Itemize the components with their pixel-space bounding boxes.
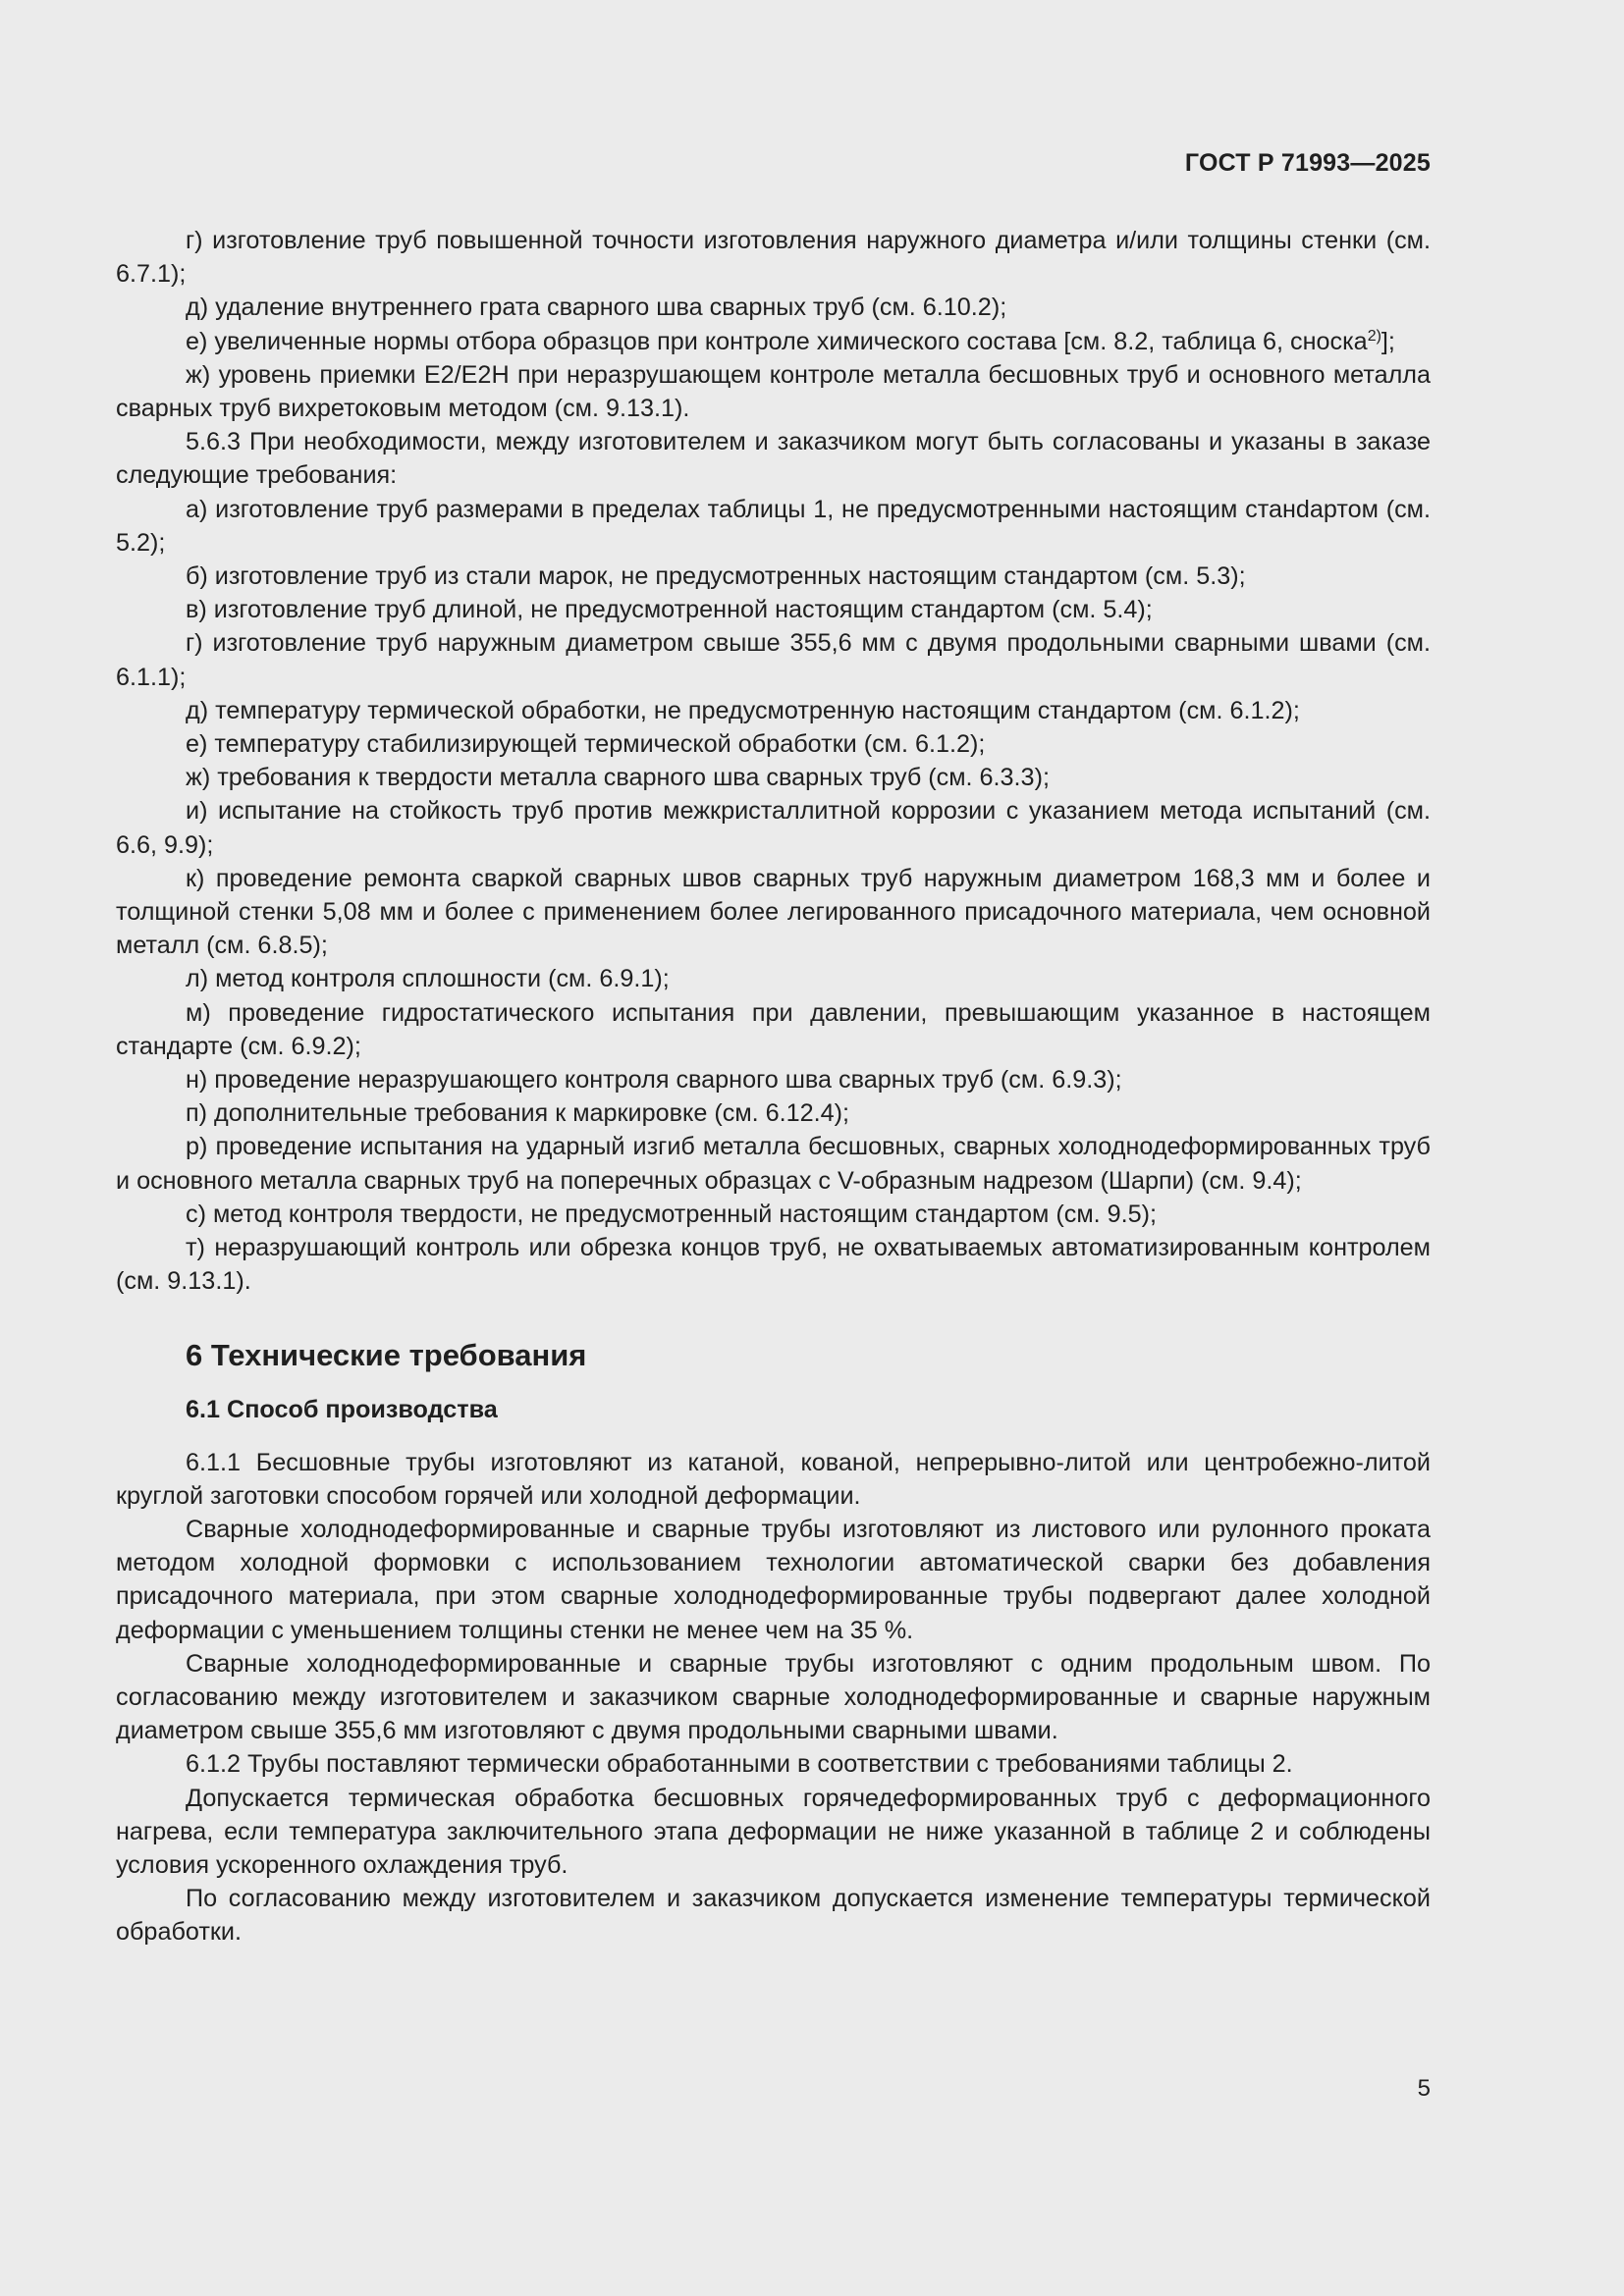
requirement-item: и) испытание на стойкость труб против межкристаллитной коррозии с указанием метода испытаний (см. 6.6, 9.9);	[116, 797, 1431, 859]
section-paragraph: 6.1.2 Трубы поставляют термически обработанными в соответствии с требованиями таблицы 2.	[186, 1750, 1293, 1779]
requirement-item: л) метод контроля сплошности (см. 6.9.1);	[186, 965, 670, 993]
requirement-item: м) проведение гидростатического испытания при давлении, превышающим указанное в настоящем стандарте (см. 6.9.2);	[116, 998, 1431, 1060]
requirement-item: к) проведение ремонта сваркой сварных швов сварных труб наружным диаметром 168,3 мм и более и толщиной стенки 5,08 мм и более с применением более легированного присадочного материала, чем основной металл (см. 6.8.5);	[116, 864, 1431, 960]
section-paragraph: Сварные холоднодеформированные и сварные трубы изготовляют с одним продольным швом. По согласованию между изготовителем и заказчиком сварные холоднодеформированные и сварные наружным диаметром свыше 355,6 мм изготовляют с двумя продольными сварными швами.	[116, 1649, 1431, 1745]
requirement-item: е) температуру стабилизирующей термической обработки (см. 6.1.2);	[186, 730, 986, 759]
requirement-item: ж) требования к твердости металла сварного шва сварных труб (см. 6.3.3);	[186, 764, 1050, 792]
list-item-e	[116, 325, 1431, 358]
requirement-item: с) метод контроля твердости, не предусмотренный настоящим стандартом (см. 9.5);	[186, 1200, 1158, 1228]
document-body	[116, 224, 1431, 1949]
requirement-item: т) неразрушающий контроль или обрезка концов труб, не охватываемых автоматизированным контролем (см. 9.13.1).	[116, 1234, 1431, 1296]
list-item-zh: ж) уровень приемки Е2/Е2Н при неразрушающем контроле металла бесшовных труб и основного металла сварных труб вихретоковым методом (см. 9.13.1).	[116, 360, 1431, 423]
section-paragraph: 6.1.1 Бесшовные трубы изготовляют из катаной, кованой, непрерывно-литой или центробежно-литой круглой заготовки способом горячей или холодной деформации.	[116, 1448, 1431, 1510]
list-item-d: д) удаление внутреннего грата сварного шва сварных труб (см. 6.10.2);	[186, 294, 1007, 322]
list-item-e-text: е) увеличенные нормы отбора образцов при контроле химического состава [см. 8.2, таблица 6, сноска	[186, 327, 1368, 355]
requirement-item: д) температуру термической обработки, не предусмотренную настоящим стандартом (см. 6.1.2);	[186, 696, 1300, 724]
standard-header: ГОСТ Р 71993—2025	[1184, 149, 1431, 177]
section-heading: 6 Технические требования	[186, 1337, 587, 1372]
requirement-item: п) дополнительные требования к маркировке (см. 6.12.4);	[186, 1099, 850, 1128]
section-paragraph: Допускается термическая обработка бесшовных горячедеформированных труб с деформационного нагрева, если температура заключительного этапа деформации не ниже указанной в таблице 2 и соблюдены условия ускоренного охлаждения труб.	[116, 1784, 1431, 1879]
requirement-item: б) изготовление труб из стали марок, не предусмотренных настоящим стандартом (см. 5.3);	[186, 562, 1246, 591]
page-number: 5	[1417, 2075, 1431, 2102]
section-paragraph: По согласованию между изготовителем и заказчиком допускается изменение температуры термической обработки.	[116, 1885, 1431, 1947]
footnote-ref: 2)	[1367, 327, 1381, 345]
list-item-e-end: ];	[1380, 327, 1395, 355]
list-item-g: г) изготовление труб повышенной точности изготовления наружного диаметра и/или толщины стенки (см. 6.7.1);	[116, 227, 1431, 289]
section-paragraph: Сварные холоднодеформированные и сварные трубы изготовляют из листового или рулонного проката методом холодной формовки с использованием технологии автоматической сварки без добавления присадочного материала, при этом сварные холоднодеформированные трубы подвергают далее холодной деформации с уменьшением толщины стенки не менее чем на 35 %.	[116, 1515, 1431, 1644]
requirement-item: а) изготовление труб размерами в пределах таблицы 1, не предусмотренными настоящим станdартом (см. 5.2);	[116, 495, 1431, 557]
requirement-item: н) проведение неразрушающего контроля сварного шва сварных труб (см. 6.9.3);	[186, 1066, 1122, 1095]
clause-5-6-3-intro: 5.6.3 При необходимости, между изготовителем и заказчиком могут быть согласованы и указаны в заказе следующие требования:	[116, 428, 1431, 490]
subsection-heading: 6.1 Способ производства	[186, 1395, 498, 1423]
requirement-item: г) изготовление труб наружным диаметром свыше 355,6 мм с двумя продольными сварными швами (см. 6.1.1);	[116, 629, 1431, 691]
requirement-item: р) проведение испытания на ударный изгиб металла бесшовных, сварных холоднодеформированных труб и основного металла сварных труб на поперечных образцах с V-образным надрезом (Шарпи) (см. 9.4);	[116, 1133, 1431, 1195]
requirement-item: в) изготовление труб длиной, не предусмотренной настоящим стандартом (см. 5.4);	[186, 596, 1153, 624]
